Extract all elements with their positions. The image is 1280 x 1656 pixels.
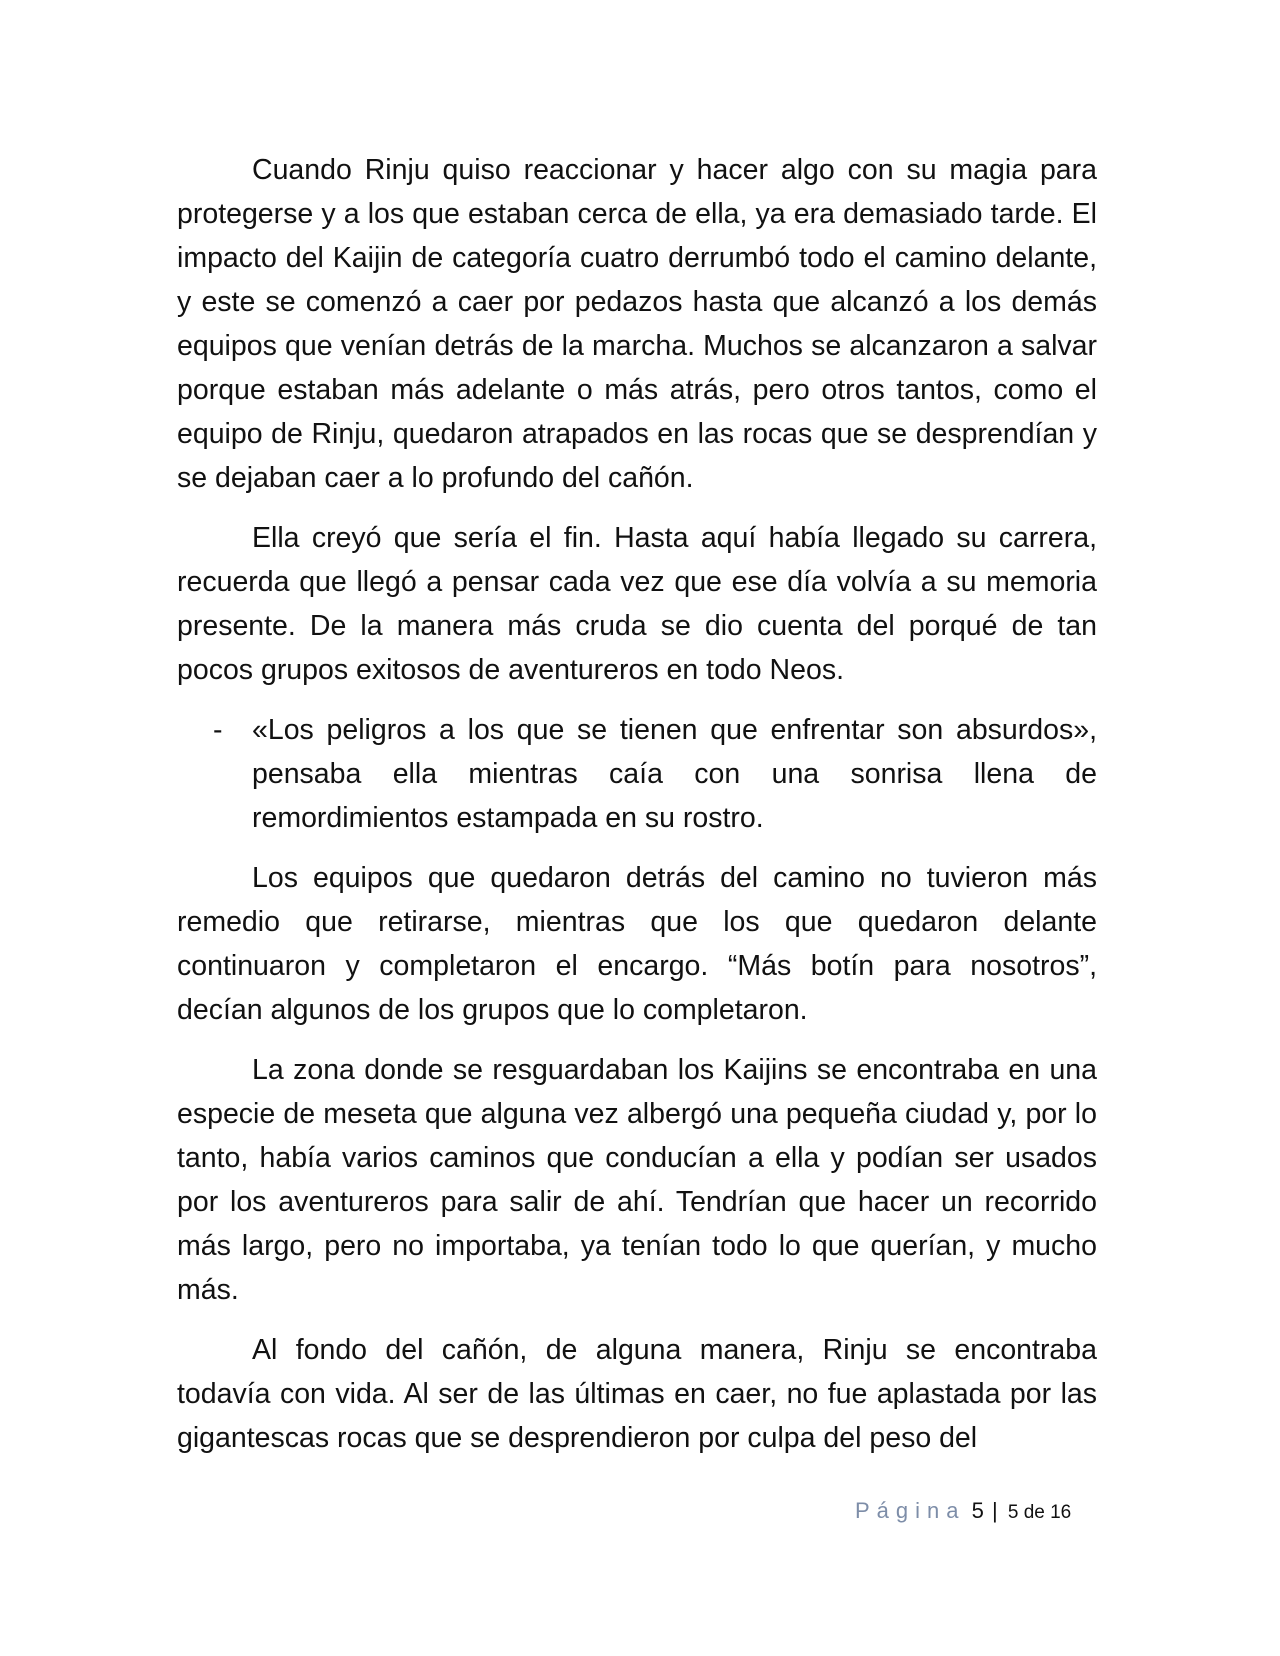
paragraph: Los equipos que quedaron detrás del camino no tuvieron más remedio que retirarse, mientras que los que quedaron delante continuaron y completaron el encargo. “Más botín para nosotros”, decían algunos de los grupos que lo completaron. — [177, 862, 1097, 1026]
paragraph: La zona donde se resguardaban los Kaijins se encontraba en una especie de meseta que alguna vez albergó una pequeña ciudad y, por lo tanto, había varios caminos que conducían a ella y podían ser usados por los aventureros para salir de ahí. Tendrían que hacer un recorrido más largo, pero no importaba, ya tenían todo lo que querían, y mucho más. — [177, 1054, 1097, 1306]
paragraph: Al fondo del cañón, de alguna manera, Rinju se encontraba todavía con vida. Al ser de las últimas en caer, no fue aplastada por las gigantescas rocas que se desprendieron por culpa del peso del — [177, 1334, 1097, 1454]
dialogue-text: «Los peligros a los que se tienen que enfrentar son absurdos», pensaba ella mientras caía con una sonrisa llena de remordimientos estampada en su rostro. — [252, 714, 1097, 834]
page-label: Página — [855, 1498, 966, 1523]
document-body — [177, 148, 1097, 1476]
page-number: 5 — [971, 1498, 984, 1523]
dialogue-item — [177, 708, 1097, 840]
page-of-total: 5 de 16 — [1007, 1502, 1072, 1523]
dialogue-dash: - — [213, 714, 223, 746]
paragraph: Ella creyó que sería el fin. Hasta aquí había llegado su carrera, recuerda que llegó a pensar cada vez que ese día volvía a su memoria presente. De la manera más cruda se dio cuenta del porqué de tan pocos grupos exitosos de aventureros en todo Neos. — [177, 522, 1097, 686]
footer-separator: | — [992, 1498, 998, 1523]
page-footer — [855, 1496, 1075, 1528]
paragraph: Cuando Rinju quiso reaccionar y hacer algo con su magia para protegerse y a los que estaban cerca de ella, ya era demasiado tarde. El impacto del Kaijin de categoría cuatro derrumbó todo el camino delante, y este se comenzó a caer por pedazos hasta que alcanzó a los demás equipos que venían detrás de la marcha. Muchos se alcanzaron a salvar porque estaban más adelante o más atrás, pero otros tantos, como el equipo de Rinju, quedaron atrapados en las rocas que se desprendían y se dejaban caer a lo profundo del cañón. — [177, 154, 1097, 494]
